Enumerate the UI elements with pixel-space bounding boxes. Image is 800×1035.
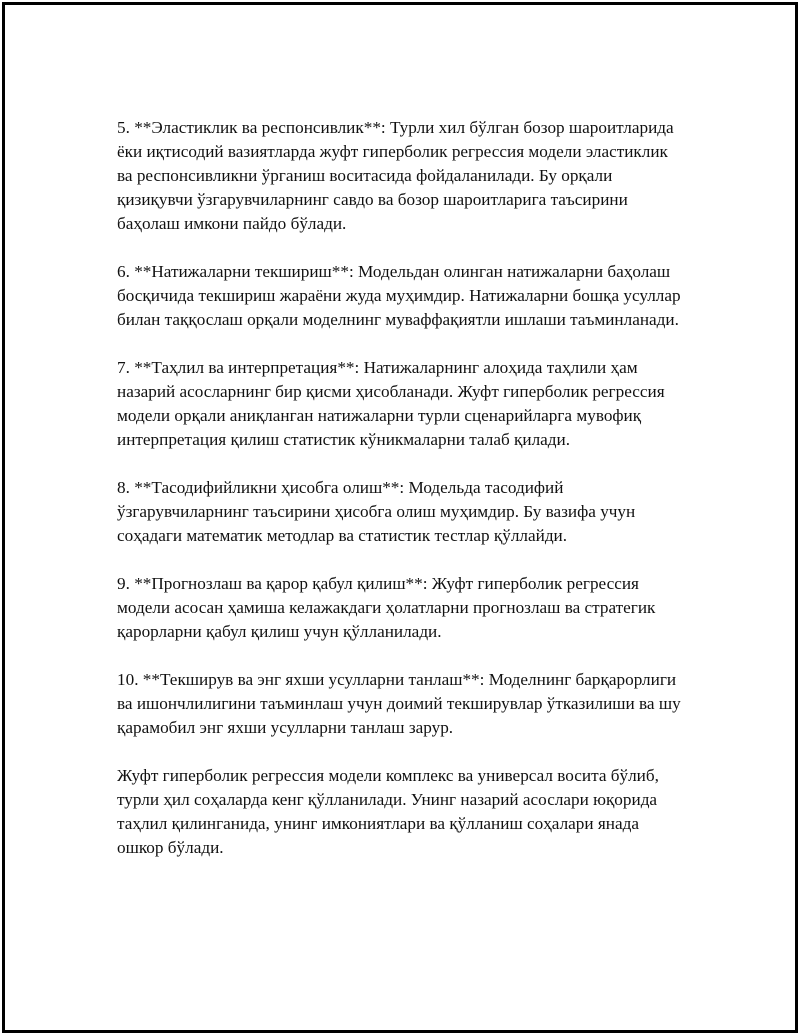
paragraph-conclusion: Жуфт гиперболик регрессия модели комплекс ва универсал восита бўлиб, турли ҳил соҳаларда кенг қўлланилади. Унинг назарий асослари юқорида таҳлил қилинганида, унинг имкониятлари ва қўлланиш соҳалари янада ошкор бўлади. [117, 766, 659, 857]
paragraph-forecasting: 9. **Прогнозлаш ва қарор қабул қилиш**: Жуфт гиперболик регрессия модели асосан ҳамиша келажакдаги ҳолатларни прогнозлаш ва стратегик қарорларни қабул қилиш учун қўлланилади. [117, 574, 656, 641]
paragraph-randomness: 8. **Тасодифийликни ҳисобга олиш**: Модельда тасодифий ўзгарувчиларнинг таъсирини ҳисобга олиш муҳимдир. Бу вазифа учун соҳадаги математик методлар ва статистик тестлар қўллайди. [117, 478, 636, 545]
paragraph-elasticity: 5. **Эластиклик ва респонсивлик**: Турли хил бўлган бозор шароитларида ёки иқтисодий вазиятларда жуфт гиперболик регрессия модели эластиклик ва респонсивликни ўрганиш воситасида фойдаланилади. Бу орқали қизиқувчи ўзгарувчиларнинг савдо ва бозор шароитларига таъсирини баҳолаш имкони пайдо бўлади. [117, 118, 674, 233]
paragraph-verification: 10. **Текширув ва энг яхши усулларни танлаш**: Моделнинг барқарорлиги ва ишончлилигини таъминлаш учун доимий текширувлар ўтказилиши ва шу қарамобил энг яхши усулларни танлаш зарур. [117, 670, 681, 737]
paragraph-results-check: 6. **Натижаларни текшириш**: Модельдан олинган натижаларни баҳолаш босқичида текшириш жараёни жуда муҳимдир. Натижаларни бошқа усуллар билан таққослаш орқали моделнинг муваффақиятли ишлаши таъминланади. [117, 262, 681, 329]
document-body [117, 116, 687, 860]
paragraph-analysis: 7. **Таҳлил ва интерпретация**: Натижаларнинг алоҳида таҳлили ҳам назарий асосларнинг бир қисми ҳисобланади. Жуфт гиперболик регрессия модели орқали аниқланган натижаларни турли сценарийларга мувофиқ интерпретация қилиш статистик кўникмаларни талаб қилади. [117, 358, 665, 449]
